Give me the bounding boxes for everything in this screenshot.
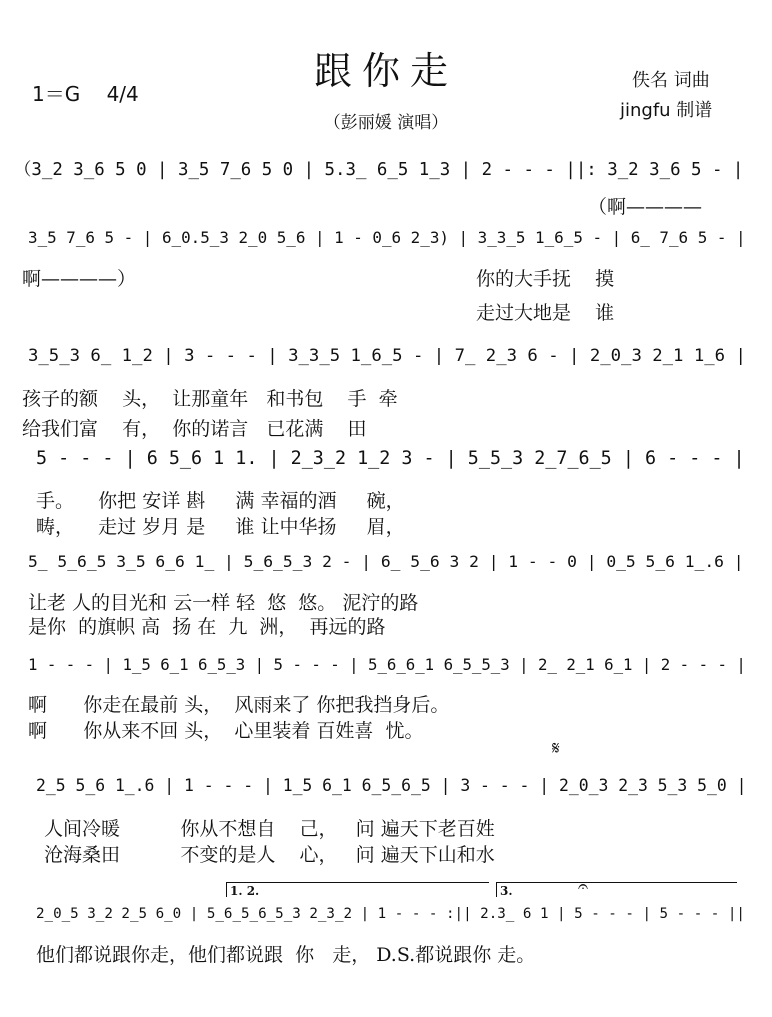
key-signature: 1＝G 4/4: [32, 82, 139, 106]
lyric-line-8: 他们都说跟你走，他们都说跟 你 走， D.S.都说跟你 走。: [36, 944, 536, 966]
lyric-line-4b: 畴， 走过 岁月 是 谁 让中华扬 眉，: [36, 516, 405, 538]
segno-sign: 𝄋: [552, 738, 560, 759]
lyric-line-1: （啊————: [588, 196, 703, 218]
volta-label-1-2: 1. 2.: [230, 884, 260, 898]
credit-maker: jingfu 制谱: [620, 100, 713, 121]
score-line-8: 2̲0̲5 3̲2 2̲5 6̲0 | 5̲6̲5̲6̲5̲3 2̲3̲2 | 1 - - - :|| 2.3̲ 6 1 | 5 - - - | 5 - - - ||: [36, 906, 745, 922]
lyric-line-2a: 啊————）: [22, 268, 137, 290]
lyric-line-3b: 给我们富 有， 你的诺言 已花满 田: [22, 418, 367, 440]
score-line-5: 5̲ 5̲6̲5 3̲5 6̲6 1̲ | 5̲6̲5̲3 2 - | 6̲ 5̲6 3 2 | 1 - - 0 | 0̲5 5̲6 1̲.6 |: [28, 552, 744, 571]
score-line-1: （3̲2 3̲6 5 0 | 3̲5 7̲6 5 0 | 5.3̲ 6̲5 1̲3 | 2 - - - ||: 3̲2 3̲6 5 - |: [14, 160, 744, 180]
score-line-2: 3̲5 7̲6 5 - | 6̲0.5̲3 2̲0 5̲6 | 1 - 0̲6 2̲3) | 3̲3̲5 1̲6̲5 - | 6̲ 7̲6 5 - |: [28, 228, 746, 247]
score-line-3: 3̲5̲3 6̲ 1̲2 | 3 - - - | 3̲3̲5 1̲6̲5 - | 7̲ 2̲3 6 - | 2̲0̲3 2̲1 1̲6 |: [28, 346, 746, 366]
song-title: 跟你走: [313, 49, 458, 93]
score-line-7: 2̲5 5̲6 1̲.6 | 1 - - - | 1̲5 6̲1 6̲5̲6̲5 | 3 - - - | 2̲0̲3 2̲3 5̲3 5̲0 |: [36, 776, 747, 795]
credit-lyrics: 佚名 词曲: [632, 70, 710, 91]
volta-bracket-3: [496, 882, 737, 897]
score-line-4: 5 - - - | 6 5̲6 1 1. | 2̲3̲2 1̲2 3 - | 5̲5̲3 2̲7̲6̲5 | 6 - - - |: [36, 448, 745, 469]
volta-label-3: 3.: [500, 884, 513, 898]
lyric-line-2b: 你的大手抚 摸: [476, 268, 615, 290]
lyric-line-6b: 啊 你从来不回 头， 心里装着 百姓喜 忧。: [28, 720, 424, 742]
lyric-line-5b: 是你 的旗帜 高 扬 在 九 洲， 再远的路: [28, 616, 386, 638]
lyric-line-7a: 人间冷暖 你从不想自 己， 问 遍天下老百姓: [44, 818, 495, 840]
volta-bracket-1-2: [226, 882, 489, 897]
lyric-line-5a: 让老 人的目光和 云一样 轻 悠 悠。 泥泞的路: [28, 592, 419, 614]
score-line-6: 1 - - - | 1̲5 6̲1 6̲5̲3 | 5 - - - | 5̲6̲6̲1 6̲5̲5̲3 | 2̲ 2̲1 6̲1 | 2 - - - |: [28, 655, 746, 674]
lyric-line-6a: 啊 你走在最前 头， 风雨来了 你把我挡身后。: [28, 694, 450, 716]
lyric-line-7b: 沧海桑田 不变的是人 心， 问 遍天下山和水: [44, 844, 495, 866]
lyric-line-4a: 手。 你把 安详 斟 满 幸福的酒 碗，: [36, 490, 405, 512]
lyric-line-2c: 走过大地是 谁: [476, 302, 615, 324]
fermata-sign: 𝄐: [578, 876, 589, 897]
lyric-line-3a: 孩子的额 头， 让那童年 和书包 手 牵: [22, 388, 398, 410]
singer-credit: （彭丽媛 演唱）: [323, 113, 449, 133]
